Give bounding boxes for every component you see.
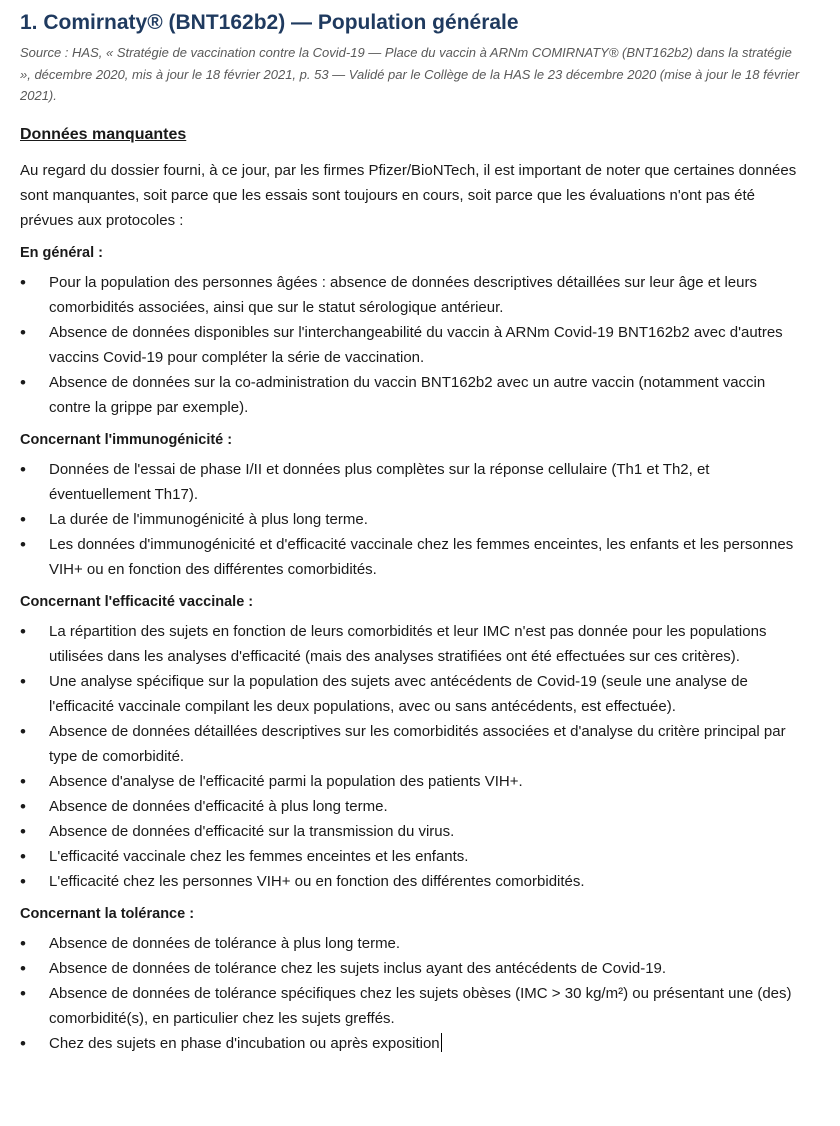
list-item: • Absence de données d'efficacité à plus long terme.	[20, 794, 800, 819]
source-citation: Source : HAS, « Stratégie de vaccination contre la Covid-19 — Place du vaccin à ARNm COMIRNATY® (BNT162b2) dans la stratégie », décembre 2020, mis à jour le 18 février 2021, p. 53 — Validé par le Collège de la HAS le 23 décembre 2020 (mise à jour le 18 février 2021).	[20, 45, 800, 103]
document-page	[20, 8, 800, 1056]
list-item: • Absence de données de tolérance spécifiques chez les sujets obèses (IMC > 30 kg/m²) ou présentant une (des) comorbidité(s), en particulier chez les sujets greffés.	[20, 981, 800, 1031]
list-item: • Absence de données sur la co-administration du vaccin BNT162b2 avec un autre vaccin (notamment vaccin contre la grippe par exemple).	[20, 370, 800, 420]
list-item: • Absence de données détaillées descriptives sur les comorbidités associées et d'analyse du critère principal par type de comorbidité.	[20, 719, 800, 769]
list-item: • La durée de l'immunogénicité à plus long terme.	[20, 507, 800, 532]
list-item: • Une analyse spécifique sur la population des sujets avec antécédents de Covid-19 (seule une analyse de l'efficacité vaccinale compilant les deux populations, avec ou sans antécédents, est effectuée).	[20, 669, 800, 719]
subheading-tolerance: Concernant la tolérance :	[20, 905, 195, 922]
subheading-efficacy: Concernant l'efficacité vaccinale :	[20, 593, 254, 610]
bullet-list-efficacy	[20, 619, 800, 894]
document-title: 1. Comirnaty® (BNT162b2) — Population générale	[20, 11, 519, 34]
list-item: • Absence de données de tolérance chez les sujets inclus ayant des antécédents de Covid-19.	[20, 956, 800, 981]
bullet-list-tolerance	[20, 931, 800, 1056]
list-item: • L'efficacité chez les personnes VIH+ ou en fonction des différentes comorbidités.	[20, 869, 800, 894]
list-item: • Pour la population des personnes âgées : absence de données descriptives détaillées sur leur âge et leurs comorbidités associées, ainsi que sur le statut sérologique antérieur.	[20, 270, 800, 320]
last-item-text[interactable]: Chez des sujets en phase d'incubation ou après exposition	[49, 1034, 440, 1052]
list-item: • Absence de données de tolérance à plus long terme.	[20, 931, 800, 956]
list-item: • La répartition des sujets en fonction de leurs comorbidités et leur IMC n'est pas donnée pour les populations utilisées dans les analyses d'efficacité (mais des analyses stratifiées ont été effectuées sur ces critères).	[20, 619, 800, 669]
subheading-immunogenicity: Concernant l'immunogénicité :	[20, 431, 233, 448]
bullet-list-general	[20, 270, 800, 420]
list-item: • Absence de données d'efficacité sur la transmission du virus.	[20, 819, 800, 844]
intro-paragraph: Au regard du dossier fourni, à ce jour, par les firmes Pfizer/BioNTech, il est important de noter que certaines données sont manquantes, soit parce que les essais sont toujours en cours, soit parce que les évaluations n'ont pas été prévues aux protocoles :	[20, 161, 797, 229]
section-heading-missing-data: Données manquantes	[20, 125, 187, 143]
list-item: • Les données d'immunogénicité et d'efficacité vaccinale chez les femmes enceintes, les enfants et les personnes VIH+ ou en fonction des différentes comorbidités.	[20, 532, 800, 582]
list-item: • Données de l'essai de phase I/II et données plus complètes sur la réponse cellulaire (Th1 et Th2, et éventuellement Th17).	[20, 457, 800, 507]
list-item-last[interactable]	[20, 1031, 800, 1056]
list-item: • L'efficacité vaccinale chez les femmes enceintes et les enfants.	[20, 844, 800, 869]
bullet-list-immunogenicity	[20, 457, 800, 582]
text-cursor	[441, 1033, 442, 1052]
list-item: • Absence de données disponibles sur l'interchangeabilité du vaccin à ARNm Covid-19 BNT162b2 avec d'autres vaccins Covid-19 pour compléter la série de vaccination.	[20, 320, 800, 370]
list-item: • Absence d'analyse de l'efficacité parmi la population des patients VIH+.	[20, 769, 800, 794]
subheading-general: En général :	[20, 244, 103, 261]
